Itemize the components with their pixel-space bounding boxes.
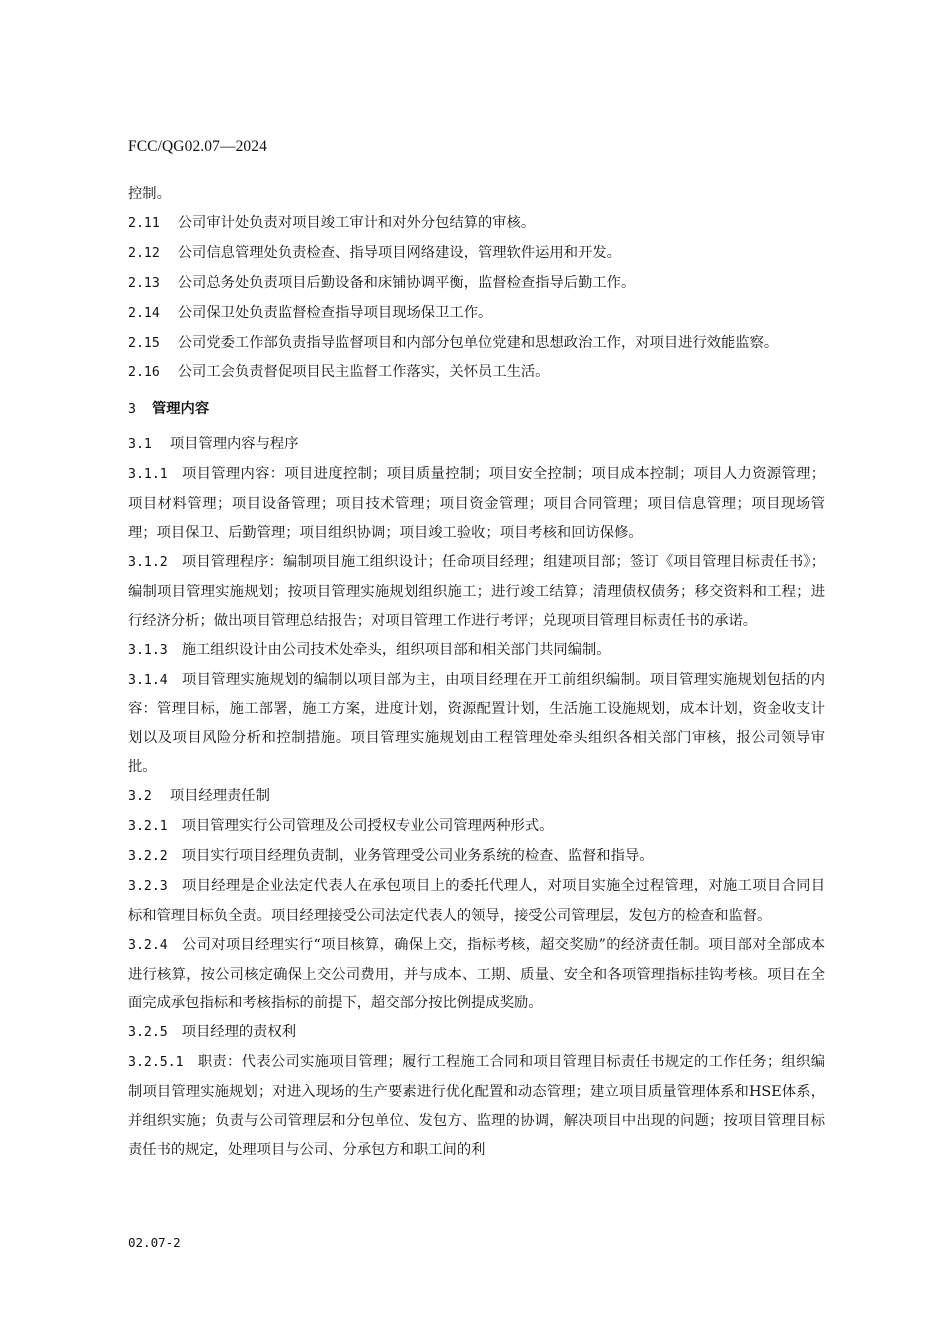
clause-2-13	[128, 269, 825, 299]
clause-text: 公司对项目经理实行“项目核算，确保上交，指标考核，超交奖励”的经济责任制。项目部对全部成本进行核算，按公司核定确保上交公司费用，并与成本、工期、质量、安全和各项管理指标挂钩考核。项目在全面完成承包指标和考核指标的前提下，超交部分按比例提成奖励。	[128, 936, 825, 1012]
clause-2-15	[128, 329, 825, 359]
clause-3-2-5	[128, 1018, 825, 1048]
clause-number: 2.11	[128, 215, 160, 231]
clause-text: 职责：代表公司实施项目管理；履行工程施工合同和项目管理目标责任书规定的工作任务；组织编制项目管理实施规划；对进入现场的生产要素进行优化配置和动态管理；建立项目质量管理体系和HSE体系，并组织实施；负责与公司管理层和分包单位、发包方、监理的协调，解决项目中出现的问题；按项目管理目标责任书的规定，处理项目与公司、分承包方和职工间的利	[128, 1054, 825, 1158]
clause-3-1-1	[128, 460, 825, 548]
clause-text: 公司党委工作部负责指导监督项目和内部分包单位党建和思想政治工作，对项目进行效能监察。	[177, 334, 779, 351]
clause-number: 3.1	[128, 437, 152, 453]
clause-3-2-4	[128, 931, 825, 1019]
paragraph-text: 控制。	[128, 186, 171, 202]
clause-3-2	[128, 782, 825, 812]
page-number: 02.07-2	[128, 1235, 181, 1250]
clause-text: 公司审计处负责对项目竣工审计和对外分包结算的审核。	[177, 214, 536, 231]
clause-2-11	[128, 209, 825, 239]
clause-text: 施工组织设计由公司技术处牵头，组织项目部和相关部门共同编制。	[181, 641, 611, 658]
clause-number: 3.1.2	[128, 554, 168, 570]
clause-number: 3.2.3	[128, 878, 168, 894]
clause-number: 3.2.5	[128, 1025, 168, 1041]
clause-number: 3.2.5.1	[128, 1055, 184, 1071]
clause-3-1	[128, 430, 825, 460]
clause-3-2-5-1	[128, 1048, 825, 1165]
clause-number: 2.14	[128, 305, 160, 321]
clause-3-2-3	[128, 872, 825, 931]
clause-text: 项目管理实施规划的编制以项目部为主，由项目经理在开工前组织编制。项目管理实施规划包括的内容：管理目标，施工部署，施工方案，进度计划，资源配置计划，生活施工设施规划，成本计划，资金收支计划以及项目风险分析和控制措施。项目管理实施规划由工程管理处牵头组织各相关部门审核，报公司领导审批。	[128, 671, 825, 776]
clause-number: 3.2.2	[128, 848, 168, 864]
clause-text: 项目管理程序：编制项目施工组织设计；任命项目经理；组建项目部；签订《项目管理目标责任书》；编制项目管理实施规划；按项目管理实施规划组织施工；进行竣工结算；清理债权债务；移交资料和工程；进行经济分析；做出项目管理总结报告；对项目管理工作进行考评；兑现项目管理目标责任书的承诺。	[128, 553, 825, 629]
clause-text: 项目管理内容与程序	[169, 436, 299, 453]
clause-number: 2.13	[128, 275, 160, 291]
clause-3-1-4	[128, 666, 825, 783]
clause-3-2-1	[128, 812, 825, 842]
clause-text: 项目管理内容：项目进度控制；项目质量控制；项目安全控制；项目成本控制；项目人力资源管理；项目材料管理；项目设备管理；项目技术管理；项目资金管理；项目合同管理；项目信息管理；项目现场管理；项目保卫、后勤管理；项目组织协调；项目竣工验收；项目考核和回访保修。	[128, 466, 825, 541]
clause-2-16	[128, 358, 825, 388]
clause-number: 2.15	[128, 335, 160, 351]
clause-3-2-2	[128, 842, 825, 872]
clause-text: 项目管理实行公司管理及公司授权专业公司管理两种形式。	[181, 818, 554, 835]
clause-3-1-2	[128, 548, 825, 636]
clause-text: 项目实行项目经理负责制，业务管理受公司业务系统的检查、监督和指导。	[181, 847, 654, 864]
clause-text: 项目经理的责权利	[181, 1024, 297, 1041]
clause-number: 3.2	[128, 789, 152, 805]
clause-number: 2.16	[128, 365, 160, 381]
paragraph-continuation	[128, 180, 825, 209]
clause-2-14	[128, 299, 825, 329]
clause-text: 公司工会负责督促项目民主监督工作落实，关怀员工生活。	[177, 364, 550, 381]
clause-text: 项目经理是企业法定代表人在承包项目上的委托代理人，对项目实施全过程管理，对施工项目合同目标和管理目标负全责。项目经理接受公司法定代表人的领导，接受公司管理层，发包方的检查和监督。	[128, 877, 825, 924]
document-body	[128, 180, 825, 1165]
clause-number: 3.1.1	[128, 467, 168, 483]
clause-number: 2.12	[128, 245, 160, 261]
section-number: 3	[128, 402, 136, 418]
clause-3-1-3	[128, 636, 825, 666]
clause-number: 3.2.4	[128, 937, 168, 953]
section-title: 管理内容	[151, 401, 210, 418]
clause-text: 公司信息管理处负责检查、指导项目网络建设，管理软件运用和开发。	[177, 244, 621, 261]
clause-number: 3.1.3	[128, 642, 168, 658]
clause-number: 3.1.4	[128, 672, 168, 688]
clause-text: 项目经理责任制	[169, 788, 270, 805]
clause-2-12	[128, 239, 825, 269]
document-code: FCC/QG02.07—2024	[128, 138, 267, 155]
clause-text: 公司总务处负责项目后勤设备和床铺协调平衡，监督检查指导后勤工作。	[177, 274, 636, 291]
section-heading-3	[128, 395, 825, 425]
clause-number: 3.2.1	[128, 819, 168, 835]
clause-text: 公司保卫处负责监督检查指导项目现场保卫工作。	[177, 304, 493, 321]
